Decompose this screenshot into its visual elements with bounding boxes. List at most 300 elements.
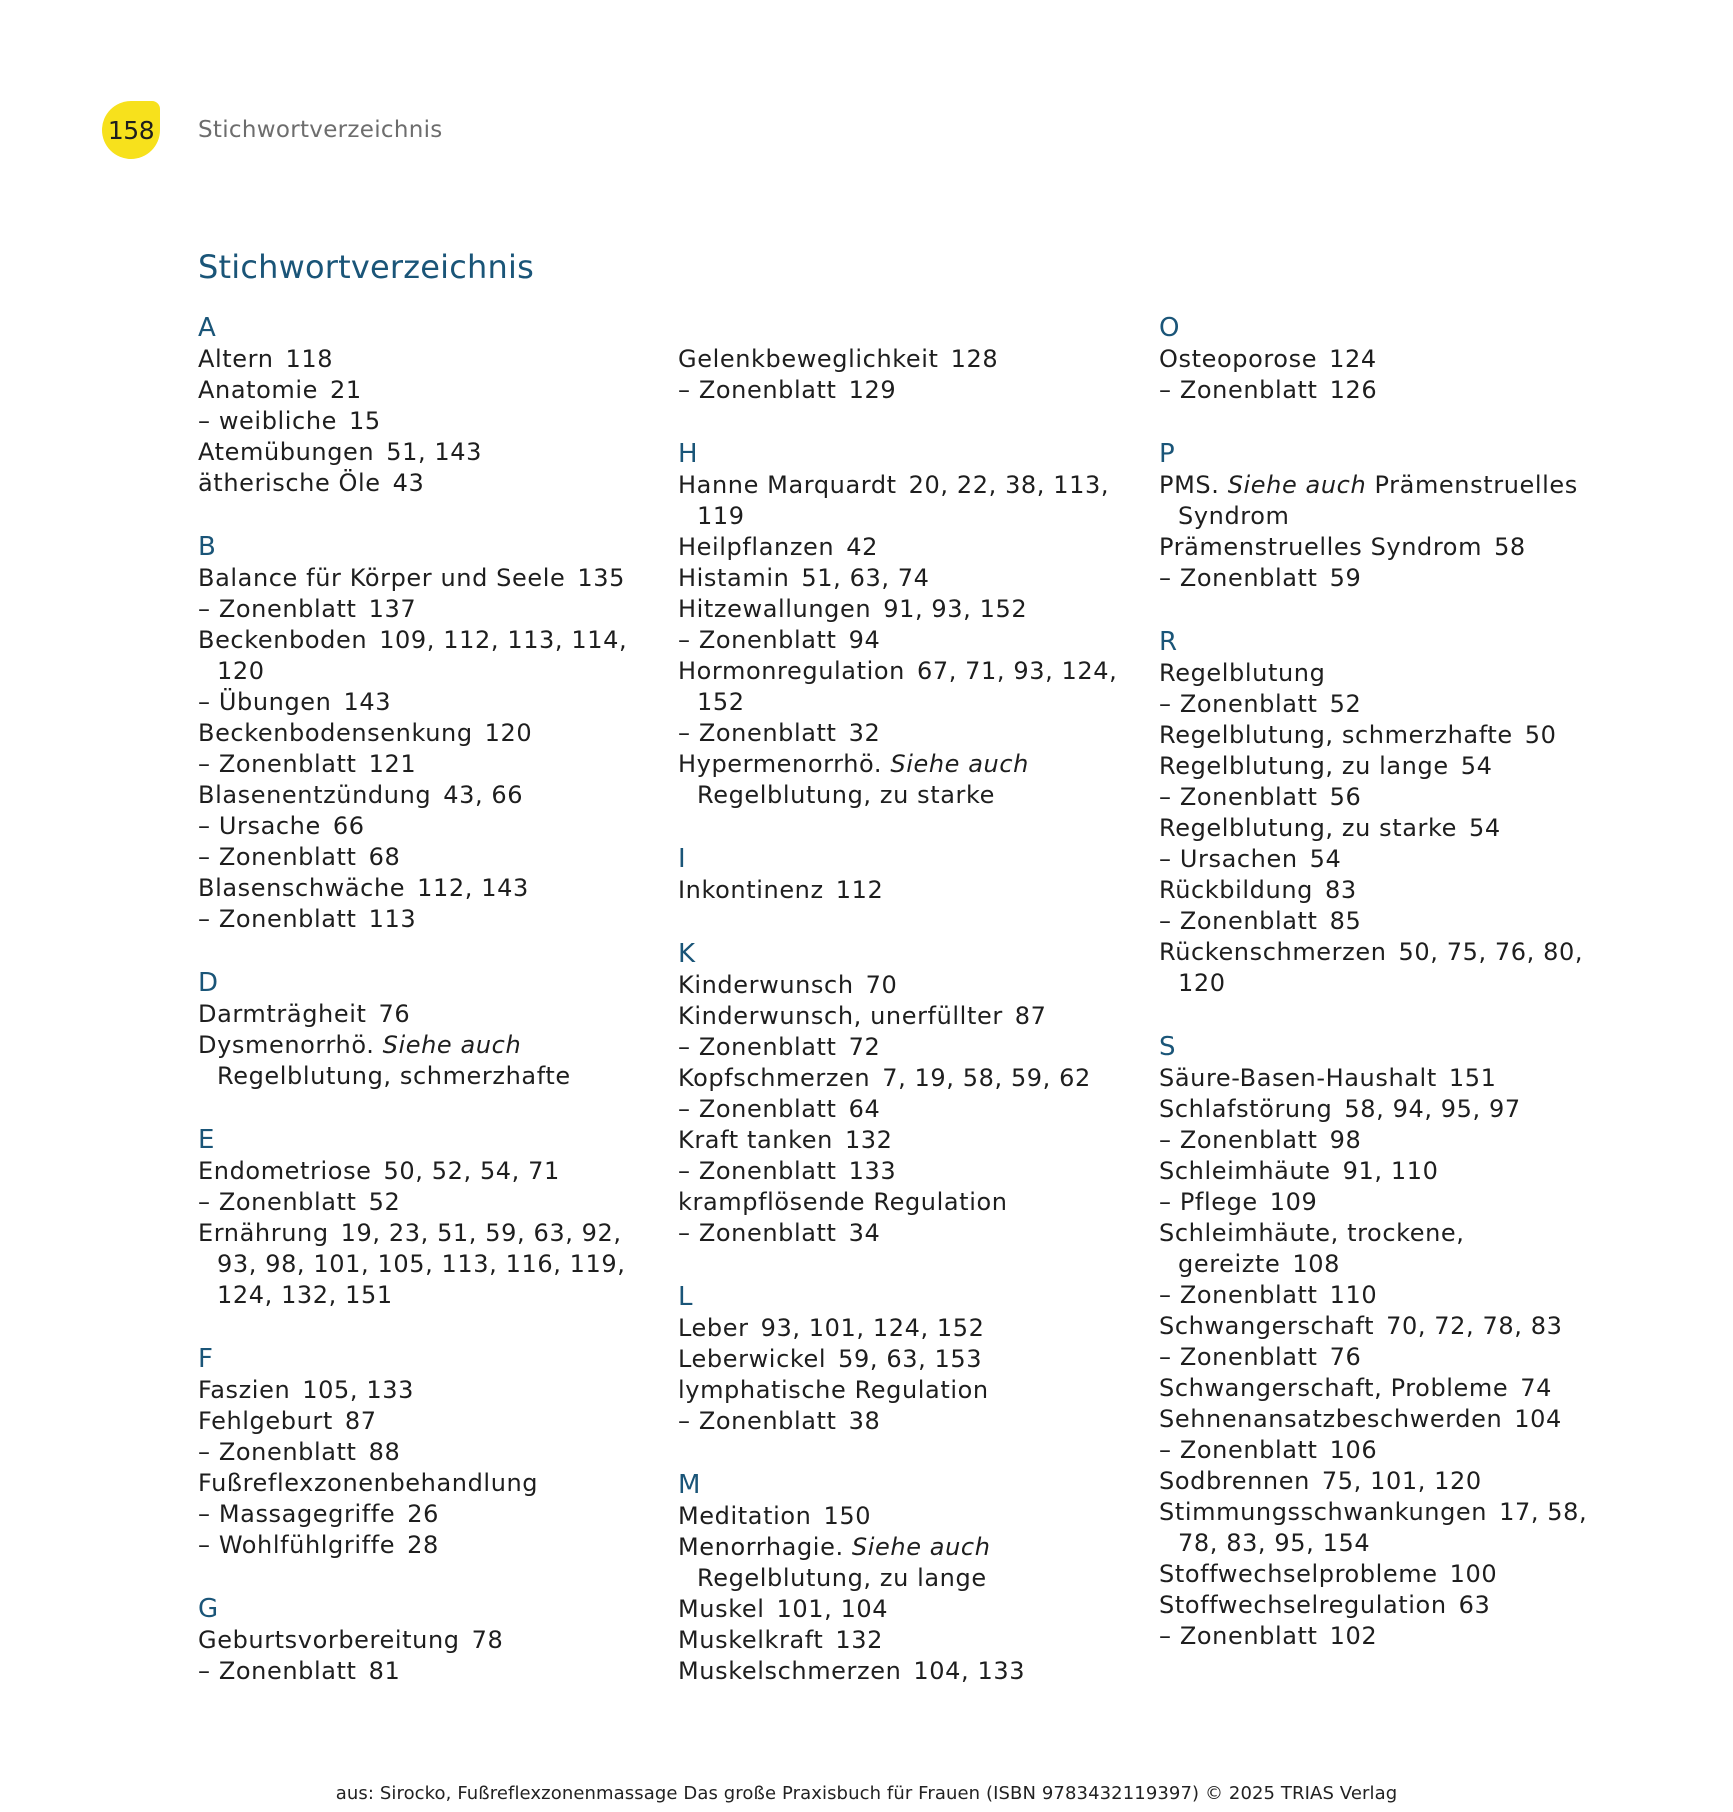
entry-term: Leberwickel bbox=[678, 1345, 827, 1373]
entry-term: Fußreflexzonenbehandlung bbox=[198, 1469, 539, 1497]
entry-pages: 20, 22, 38, 113, 119 bbox=[697, 471, 1110, 530]
entry-term: – Zonenblatt bbox=[198, 1188, 357, 1216]
letter-group bbox=[198, 1593, 663, 1687]
entry-pages: 93, 101, 124, 152 bbox=[760, 1314, 985, 1342]
letter-group bbox=[198, 1124, 663, 1311]
index-entry bbox=[678, 1313, 1143, 1344]
entry-term: – Massagegriffe bbox=[198, 1500, 396, 1528]
section-letter: A bbox=[198, 313, 216, 343]
entry-pages: 87 bbox=[1014, 1002, 1047, 1030]
entry-term: Balance für Körper und Seele bbox=[198, 564, 566, 592]
section-letter: E bbox=[198, 1125, 215, 1155]
index-entry bbox=[1159, 1559, 1624, 1590]
entry-term: Leber bbox=[678, 1314, 749, 1342]
index-subentry bbox=[1159, 375, 1624, 406]
entry-term: Regelblutung bbox=[1159, 659, 1326, 687]
section-letter: P bbox=[1159, 439, 1175, 469]
letter-group bbox=[678, 938, 1143, 1249]
index-subentry bbox=[1159, 782, 1624, 813]
entry-term: Kopfschmerzen bbox=[678, 1064, 871, 1092]
entry-term: Histamin bbox=[678, 564, 790, 592]
index-column-2 bbox=[678, 312, 1143, 1719]
index-subentry bbox=[198, 749, 663, 780]
letter-group bbox=[678, 1281, 1143, 1437]
entry-term: – Zonenblatt bbox=[678, 376, 837, 404]
index-subentry bbox=[1159, 1125, 1624, 1156]
index-entry bbox=[198, 375, 663, 406]
entry-pages: 120 bbox=[484, 719, 533, 747]
entry-pages: 124 bbox=[1329, 345, 1377, 373]
entry-term: – Zonenblatt bbox=[198, 843, 357, 871]
section-letter: S bbox=[1159, 1032, 1176, 1062]
index-entry bbox=[678, 532, 1143, 563]
entry-pages: 98 bbox=[1329, 1126, 1362, 1154]
entry-pages: 19, 23, 51, 59, 63, 92, 93, 98, 101, 105, 113, 116, 119, 124, 132, 151 bbox=[217, 1219, 626, 1309]
entry-term: Sodbrennen bbox=[1159, 1467, 1310, 1495]
index-entry bbox=[1159, 875, 1624, 906]
index-subentry bbox=[198, 1437, 663, 1468]
index-column-1 bbox=[198, 312, 663, 1719]
index-subentry bbox=[678, 1032, 1143, 1063]
entry-term: – Zonenblatt bbox=[198, 1438, 357, 1466]
index-entry bbox=[198, 718, 663, 749]
entry-pages: 26 bbox=[407, 1500, 439, 1528]
see-also-label: Siehe auch bbox=[851, 1533, 991, 1561]
index-subentry bbox=[1159, 1435, 1624, 1466]
entry-pages: 51, 63, 74 bbox=[801, 564, 930, 592]
section-letter: D bbox=[198, 968, 219, 998]
section-letter: K bbox=[678, 939, 696, 969]
entry-term: Schwangerschaft bbox=[1159, 1312, 1375, 1340]
entry-pages: 100 bbox=[1449, 1560, 1498, 1588]
see-also-reference: Regelblutung, zu starke bbox=[697, 781, 996, 809]
entry-term: Darmträgheit bbox=[198, 1000, 367, 1028]
entry-pages: 50, 52, 54, 71 bbox=[383, 1157, 560, 1185]
entry-term: Regelblutung, schmerzhafte bbox=[1159, 721, 1513, 749]
entry-pages: 88 bbox=[368, 1438, 401, 1466]
letter-group bbox=[198, 531, 663, 935]
entry-term: – Zonenblatt bbox=[678, 1219, 837, 1247]
entry-pages: 32 bbox=[848, 719, 881, 747]
entry-term: Hormonregulation bbox=[678, 657, 905, 685]
letter-group bbox=[198, 312, 663, 499]
section-letter: R bbox=[1159, 627, 1178, 657]
index-subentry bbox=[678, 375, 1143, 406]
index-entry bbox=[1159, 813, 1624, 844]
entry-term: – Zonenblatt bbox=[1159, 690, 1318, 718]
entry-pages: 113 bbox=[368, 905, 417, 933]
index-entry bbox=[678, 470, 1143, 532]
entry-pages: 91, 93, 152 bbox=[883, 595, 1028, 623]
section-letter: M bbox=[678, 1470, 701, 1500]
entry-pages: 135 bbox=[577, 564, 625, 592]
entry-term: – Zonenblatt bbox=[1159, 907, 1318, 935]
index-subentry bbox=[1159, 563, 1624, 594]
entry-pages: 67, 71, 93, 124, 152 bbox=[697, 657, 1118, 716]
entry-term: Heilpflanzen bbox=[678, 533, 835, 561]
entry-term: – Zonenblatt bbox=[1159, 783, 1318, 811]
entry-term: – Pflege bbox=[1159, 1188, 1258, 1216]
entry-pages: 74 bbox=[1520, 1374, 1553, 1402]
entry-term: Blasenentzündung bbox=[198, 781, 432, 809]
index-entry bbox=[1159, 1063, 1624, 1094]
entry-term: Inkontinenz bbox=[678, 876, 824, 904]
entry-term: Kinderwunsch, unerfüllter bbox=[678, 1002, 1003, 1030]
entry-pages: 85 bbox=[1329, 907, 1362, 935]
entry-pages: 83 bbox=[1324, 876, 1357, 904]
index-entry bbox=[198, 999, 663, 1030]
index-entry bbox=[678, 1532, 1143, 1594]
entry-term: – Zonenblatt bbox=[198, 1657, 357, 1685]
entry-term: – Ursache bbox=[198, 812, 321, 840]
entry-pages: 76 bbox=[1329, 1343, 1362, 1371]
entry-term: – Zonenblatt bbox=[678, 719, 837, 747]
letter-group bbox=[1159, 312, 1624, 406]
index-entry bbox=[198, 780, 663, 811]
entry-term: Muskelkraft bbox=[678, 1626, 824, 1654]
entry-pages: 108 bbox=[1292, 1250, 1340, 1278]
entry-pages: 50, 75, 76, 80, 120 bbox=[1178, 938, 1584, 997]
entry-pages: 151 bbox=[1448, 1064, 1497, 1092]
letter-group bbox=[678, 843, 1143, 906]
index-entry bbox=[1159, 532, 1624, 563]
index-subentry bbox=[198, 904, 663, 935]
index-subentry bbox=[678, 1406, 1143, 1437]
index-subentry bbox=[198, 406, 663, 437]
entry-pages: 51, 143 bbox=[386, 438, 483, 466]
letter-group bbox=[678, 1469, 1143, 1687]
entry-pages: 121 bbox=[368, 750, 417, 778]
index-entry bbox=[198, 344, 663, 375]
entry-term: Blasenschwäche bbox=[198, 874, 406, 902]
index-entry bbox=[678, 344, 1143, 375]
entry-pages: 42 bbox=[846, 533, 878, 561]
see-also-label: Siehe auch bbox=[1227, 471, 1367, 499]
entry-term: Stoffwechselregulation bbox=[1159, 1591, 1447, 1619]
index-entry bbox=[678, 1594, 1143, 1625]
entry-term: Endometriose bbox=[198, 1157, 372, 1185]
index-subentry bbox=[198, 1530, 663, 1561]
index-entry bbox=[198, 468, 663, 499]
index-subentry bbox=[1159, 1342, 1624, 1373]
entry-term: – weibliche bbox=[198, 407, 338, 435]
entry-pages: 75, 101, 120 bbox=[1321, 1467, 1482, 1495]
page-header bbox=[102, 100, 443, 160]
section-letter: H bbox=[678, 439, 698, 469]
section-letter: G bbox=[198, 1594, 219, 1624]
entry-pages: 137 bbox=[368, 595, 417, 623]
index-subentry bbox=[678, 1156, 1143, 1187]
index-subentry bbox=[1159, 1187, 1624, 1218]
entry-pages: 110 bbox=[1329, 1281, 1378, 1309]
entry-pages: 59 bbox=[1329, 564, 1362, 592]
entry-pages: 52 bbox=[1329, 690, 1362, 718]
entry-pages: 72 bbox=[848, 1033, 881, 1061]
index-entry bbox=[678, 1656, 1143, 1687]
entry-term: Muskelschmerzen bbox=[678, 1657, 902, 1685]
entry-pages: 70, 72, 78, 83 bbox=[1386, 1312, 1563, 1340]
index-entry bbox=[1159, 1218, 1624, 1280]
letter-group bbox=[1159, 438, 1624, 594]
entry-pages: 132 bbox=[844, 1126, 893, 1154]
entry-term: – Zonenblatt bbox=[1159, 1622, 1318, 1650]
section-letter: I bbox=[678, 844, 686, 874]
entry-pages: 106 bbox=[1329, 1436, 1378, 1464]
entry-term: Altern bbox=[198, 345, 274, 373]
entry-term: Dysmenorrhö. bbox=[198, 1031, 375, 1059]
entry-term: Muskel bbox=[678, 1595, 765, 1623]
see-also-label: Siehe auch bbox=[382, 1031, 522, 1059]
index-entry bbox=[1159, 1311, 1624, 1342]
entry-term: Schlafstörung bbox=[1159, 1095, 1333, 1123]
entry-pages: 63 bbox=[1458, 1591, 1491, 1619]
entry-pages: 54 bbox=[1460, 752, 1493, 780]
entry-pages: 76 bbox=[378, 1000, 411, 1028]
entry-term: – Zonenblatt bbox=[678, 626, 837, 654]
entry-term: Faszien bbox=[198, 1376, 291, 1404]
entry-term: Atemübungen bbox=[198, 438, 375, 466]
section-letter: O bbox=[1159, 313, 1180, 343]
entry-term: Regelblutung, zu lange bbox=[1159, 752, 1449, 780]
entry-term: – Zonenblatt bbox=[678, 1407, 837, 1435]
entry-pages: 143 bbox=[343, 688, 392, 716]
entry-term: – Wohlfühlgriffe bbox=[198, 1531, 396, 1559]
entry-pages: 70 bbox=[865, 971, 898, 999]
index-entry bbox=[678, 875, 1143, 906]
index-subentry bbox=[198, 1187, 663, 1218]
index-entry bbox=[1159, 751, 1624, 782]
index-entry bbox=[678, 1187, 1143, 1218]
running-head: Stichwortverzeichnis bbox=[198, 117, 443, 143]
entry-term: Schwangerschaft, Probleme bbox=[1159, 1374, 1509, 1402]
index-entry bbox=[1159, 1094, 1624, 1125]
index-subentry bbox=[198, 842, 663, 873]
entry-pages: 43, 66 bbox=[443, 781, 524, 809]
entry-term: – Zonenblatt bbox=[678, 1095, 837, 1123]
entry-pages: 87 bbox=[344, 1407, 377, 1435]
entry-pages: 54 bbox=[1309, 845, 1342, 873]
section-letter: F bbox=[198, 1344, 213, 1374]
entry-pages: 94 bbox=[848, 626, 881, 654]
entry-term: Fehlgeburt bbox=[198, 1407, 333, 1435]
entry-pages: 126 bbox=[1329, 376, 1378, 404]
entry-pages: 112, 143 bbox=[417, 874, 529, 902]
entry-term: Säure-Basen-Haushalt bbox=[1159, 1064, 1437, 1092]
entry-term: Hanne Marquardt bbox=[678, 471, 897, 499]
index-entry bbox=[1159, 1497, 1624, 1559]
section-letter bbox=[678, 312, 1143, 344]
index-entry bbox=[198, 1625, 663, 1656]
index-entry bbox=[198, 625, 663, 687]
entry-term: – Zonenblatt bbox=[1159, 564, 1318, 592]
entry-term: – Zonenblatt bbox=[198, 750, 357, 778]
index-subentry bbox=[1159, 689, 1624, 720]
index-subentry bbox=[678, 625, 1143, 656]
entry-term: Kinderwunsch bbox=[678, 971, 854, 999]
index-column-3 bbox=[1159, 312, 1624, 1684]
letter-group bbox=[678, 312, 1143, 406]
index-entry bbox=[198, 1468, 663, 1499]
entry-pages: 104, 133 bbox=[913, 1657, 1026, 1685]
index-subentry bbox=[198, 1656, 663, 1687]
index-entry bbox=[198, 873, 663, 904]
entry-term: Prämenstruelles Syndrom bbox=[1159, 533, 1483, 561]
entry-term: – Zonenblatt bbox=[678, 1033, 837, 1061]
index-entry bbox=[678, 563, 1143, 594]
entry-term: Rückenschmerzen bbox=[1159, 938, 1387, 966]
entry-pages: 112 bbox=[835, 876, 884, 904]
entry-term: Kraft tanken bbox=[678, 1126, 833, 1154]
entry-pages: 64 bbox=[848, 1095, 881, 1123]
index-entry bbox=[678, 1501, 1143, 1532]
entry-pages: 34 bbox=[848, 1219, 881, 1247]
entry-pages: 38 bbox=[848, 1407, 881, 1435]
entry-pages: 7, 19, 58, 59, 62 bbox=[882, 1064, 1091, 1092]
entry-pages: 50 bbox=[1524, 721, 1557, 749]
index-entry bbox=[198, 1156, 663, 1187]
page-number-badge: 158 bbox=[102, 101, 160, 159]
entry-term: Geburtsvorbereitung bbox=[198, 1626, 460, 1654]
index-subentry bbox=[198, 811, 663, 842]
index-entry bbox=[1159, 344, 1624, 375]
entry-term: Meditation bbox=[678, 1502, 812, 1530]
index-entry bbox=[1159, 1466, 1624, 1497]
letter-group bbox=[1159, 626, 1624, 999]
entry-term: lymphatische Regulation bbox=[678, 1376, 989, 1404]
index-entry bbox=[198, 1030, 663, 1092]
index-subentry bbox=[198, 594, 663, 625]
entry-term: Regelblutung, zu starke bbox=[1159, 814, 1458, 842]
entry-term: Beckenboden bbox=[198, 626, 368, 654]
copyright-footer: aus: Sirocko, Fußreflexzonenmassage Das große Praxisbuch für Frauen (ISBN 9783432119397) © 2025 TRIAS Verlag bbox=[335, 1783, 1398, 1804]
entry-pages: 56 bbox=[1329, 783, 1362, 811]
index-entry bbox=[678, 1375, 1143, 1406]
see-also-reference: Regelblutung, zu lange bbox=[697, 1564, 987, 1592]
entry-pages: 102 bbox=[1329, 1622, 1378, 1650]
index-entry bbox=[678, 749, 1143, 811]
entry-term: Hitzewallungen bbox=[678, 595, 872, 623]
entry-term: – Zonenblatt bbox=[1159, 1281, 1318, 1309]
entry-term: PMS. bbox=[1159, 471, 1220, 499]
entry-pages: 43 bbox=[392, 469, 425, 497]
entry-pages: 118 bbox=[285, 345, 334, 373]
index-entry bbox=[198, 1375, 663, 1406]
entry-pages: 66 bbox=[332, 812, 365, 840]
entry-term: – Zonenblatt bbox=[678, 1157, 837, 1185]
entry-pages: 17, 58, 78, 83, 95, 154 bbox=[1178, 1498, 1588, 1557]
entry-term: Beckenbodensenkung bbox=[198, 719, 473, 747]
entry-pages: 21 bbox=[330, 376, 362, 404]
see-also-reference: Regelblutung, schmerzhafte bbox=[217, 1062, 571, 1090]
index-entry bbox=[1159, 470, 1624, 532]
index-entry bbox=[198, 437, 663, 468]
index-subentry bbox=[678, 718, 1143, 749]
entry-term: – Zonenblatt bbox=[1159, 1343, 1318, 1371]
index-subentry bbox=[678, 1094, 1143, 1125]
letter-group bbox=[1159, 1031, 1624, 1652]
entry-pages: 104 bbox=[1514, 1405, 1562, 1433]
index-entry bbox=[678, 594, 1143, 625]
entry-term: – Übungen bbox=[198, 688, 332, 716]
letter-group bbox=[198, 1343, 663, 1561]
index-subentry bbox=[198, 1499, 663, 1530]
page-title: Stichwortverzeichnis bbox=[198, 248, 534, 286]
index-entry bbox=[1159, 1590, 1624, 1621]
section-letter: B bbox=[198, 532, 216, 562]
index-entry bbox=[1159, 1156, 1624, 1187]
index-entry bbox=[198, 563, 663, 594]
index-entry bbox=[198, 1218, 663, 1311]
entry-pages: 109 bbox=[1269, 1188, 1318, 1216]
section-letter: L bbox=[678, 1282, 693, 1312]
entry-term: Schleimhäute bbox=[1159, 1157, 1331, 1185]
letter-group bbox=[198, 967, 663, 1092]
entry-term: – Zonenblatt bbox=[1159, 376, 1318, 404]
entry-term: krampflösende Regulation bbox=[678, 1188, 1008, 1216]
index-entry bbox=[1159, 720, 1624, 751]
entry-pages: 109, 112, 113, 114, 120 bbox=[217, 626, 628, 685]
entry-pages: 58, 94, 95, 97 bbox=[1344, 1095, 1521, 1123]
index-entry bbox=[1159, 1373, 1624, 1404]
letter-group bbox=[678, 438, 1143, 811]
entry-pages: 91, 110 bbox=[1342, 1157, 1439, 1185]
index-entry bbox=[198, 1406, 663, 1437]
entry-pages: 58 bbox=[1494, 533, 1526, 561]
entry-term: – Zonenblatt bbox=[1159, 1126, 1318, 1154]
entry-term: Sehnenansatzbeschwerden bbox=[1159, 1405, 1503, 1433]
index-entry bbox=[1159, 1404, 1624, 1435]
index-subentry bbox=[198, 687, 663, 718]
index-subentry bbox=[1159, 906, 1624, 937]
entry-term: Menorrhagie. bbox=[678, 1533, 844, 1561]
entry-term: Stimmungsschwankungen bbox=[1159, 1498, 1488, 1526]
index-entry bbox=[1159, 658, 1624, 689]
entry-pages: 59, 63, 153 bbox=[838, 1345, 983, 1373]
entry-term: – Zonenblatt bbox=[1159, 1436, 1318, 1464]
see-also-label: Siehe auch bbox=[890, 750, 1029, 778]
entry-term: Gelenkbeweglichkeit bbox=[678, 345, 939, 373]
entry-term: Hypermenorrhö. bbox=[678, 750, 883, 778]
entry-pages: 101, 104 bbox=[776, 1595, 889, 1623]
entry-term: – Zonenblatt bbox=[198, 595, 357, 623]
entry-pages: 150 bbox=[823, 1502, 872, 1530]
entry-pages: 129 bbox=[848, 376, 897, 404]
entry-pages: 133 bbox=[848, 1157, 897, 1185]
entry-pages: 78 bbox=[471, 1626, 504, 1654]
index-entry bbox=[678, 1344, 1143, 1375]
index-subentry bbox=[1159, 844, 1624, 875]
index-entry bbox=[678, 656, 1143, 718]
index-entry bbox=[678, 1063, 1143, 1094]
index-entry bbox=[678, 1625, 1143, 1656]
entry-term: ätherische Öle bbox=[198, 469, 381, 497]
entry-pages: 81 bbox=[368, 1657, 401, 1685]
entry-term: Rückbildung bbox=[1159, 876, 1313, 904]
index-subentry bbox=[1159, 1621, 1624, 1652]
entry-term: Stoffwechselprobleme bbox=[1159, 1560, 1438, 1588]
entry-pages: 52 bbox=[368, 1188, 401, 1216]
entry-term: – Zonenblatt bbox=[198, 905, 357, 933]
see-also-reference: Prämenstruelles Syndrom bbox=[1178, 471, 1578, 530]
entry-pages: 15 bbox=[349, 407, 381, 435]
entry-term: Ernährung bbox=[198, 1219, 329, 1247]
entry-pages: 28 bbox=[407, 1531, 439, 1559]
entry-term: Osteoporose bbox=[1159, 345, 1318, 373]
index-entry bbox=[678, 970, 1143, 1001]
entry-term: Schleimhäute, trockene, gereizte bbox=[1159, 1219, 1465, 1278]
index-entry bbox=[678, 1125, 1143, 1156]
entry-pages: 68 bbox=[368, 843, 401, 871]
